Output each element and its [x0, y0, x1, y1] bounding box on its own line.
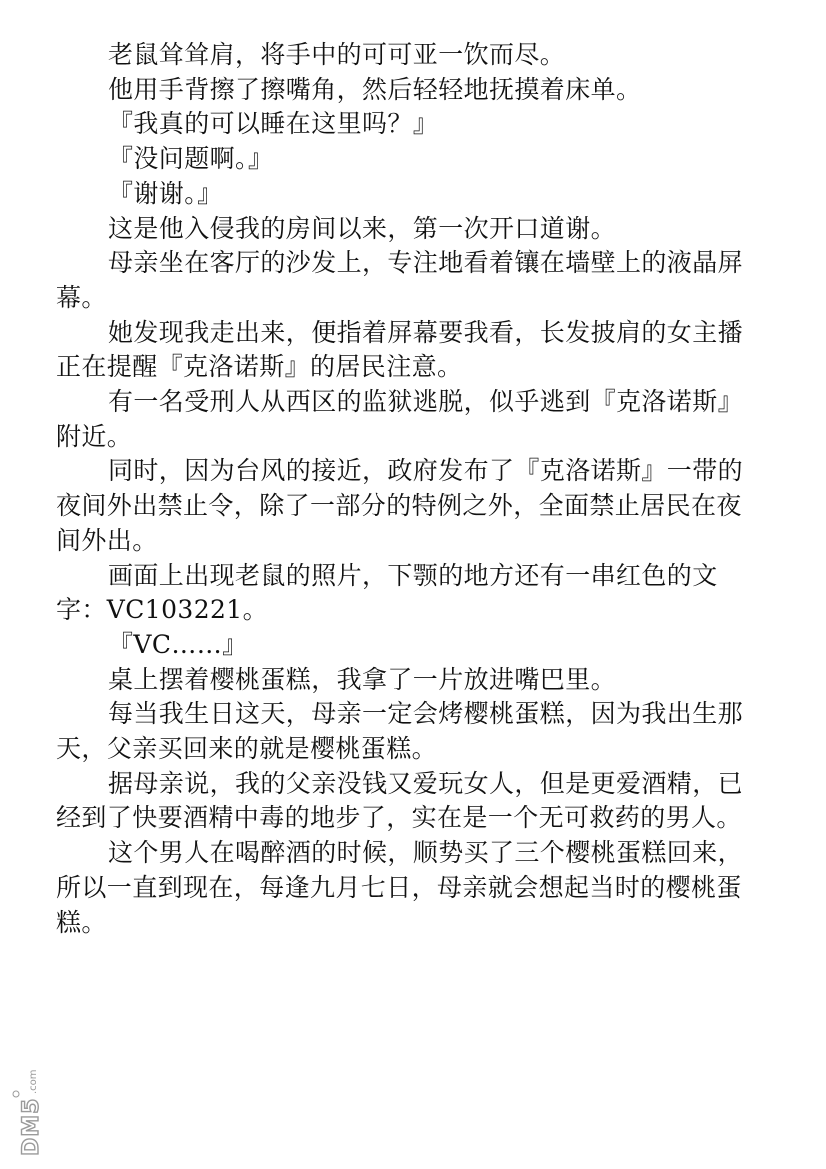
paragraph: 『没问题啊。』: [108, 144, 274, 174]
paragraph: 画面上出现老鼠的照片，下颚的地方还有一串红色的文字：VC103221。: [56, 560, 718, 625]
paragraph: 他用手背擦了擦嘴角，然后轻轻地抚摸着床单。: [108, 74, 642, 104]
watermark-icon: [8, 1052, 48, 1160]
document-page: [56, 38, 756, 940]
dm5-watermark-logo: [8, 1052, 48, 1160]
paragraph: 母亲坐在客厅的沙发上，专注地看着镶在墙壁上的液晶屏幕。: [56, 248, 744, 312]
paragraph: 桌上摆着樱桃蛋糕，我拿了一片放进嘴巴里。: [108, 664, 617, 694]
svg-text:DM5: DM5: [19, 1097, 44, 1156]
paragraph: 『谢谢。』: [108, 178, 223, 208]
paragraph: 有一名受刑人从西区的监狱逃脱，似乎逃到『克洛诺斯』附近。: [56, 387, 744, 451]
paragraph: 每当我生日这天，母亲一定会烤樱桃蛋糕，因为我出生那天，父亲买回来的就是樱桃蛋糕。: [56, 699, 744, 764]
paragraph: 据母亲说，我的父亲没钱又爱玩女人，但是更爱酒精，已经到了快要酒精中毒的地步了，实在是一个无可救药的男人。: [56, 768, 744, 833]
paragraph: 老鼠耸耸肩，将手中的可可亚一饮而尽。: [108, 40, 566, 69]
svg-text:.com: .com: [28, 1069, 39, 1094]
paragraph: 这个男人在喝醉酒的时候，顺势买了三个樱桃蛋糕回来，所以一直到现在，每逢九月七日，母亲就会想起当时的樱桃蛋糕。: [56, 838, 744, 937]
paragraph: 『我真的可以睡在这里吗？』: [108, 109, 439, 139]
paragraph: 这是他入侵我的房间以来，第一次开口道谢。: [108, 213, 617, 243]
paragraph: 同时，因为台风的接近，政府发布了『克洛诺斯』一带的夜间外出禁止令，除了一部分的特例之外，全面禁止居民在夜间外出。: [56, 456, 744, 555]
paragraph: 『VC……』: [108, 629, 248, 659]
paragraph: 她发现我走出来，便指着屏幕要我看，长发披肩的女主播正在提醒『克洛诺斯』的居民注意。: [56, 317, 744, 382]
